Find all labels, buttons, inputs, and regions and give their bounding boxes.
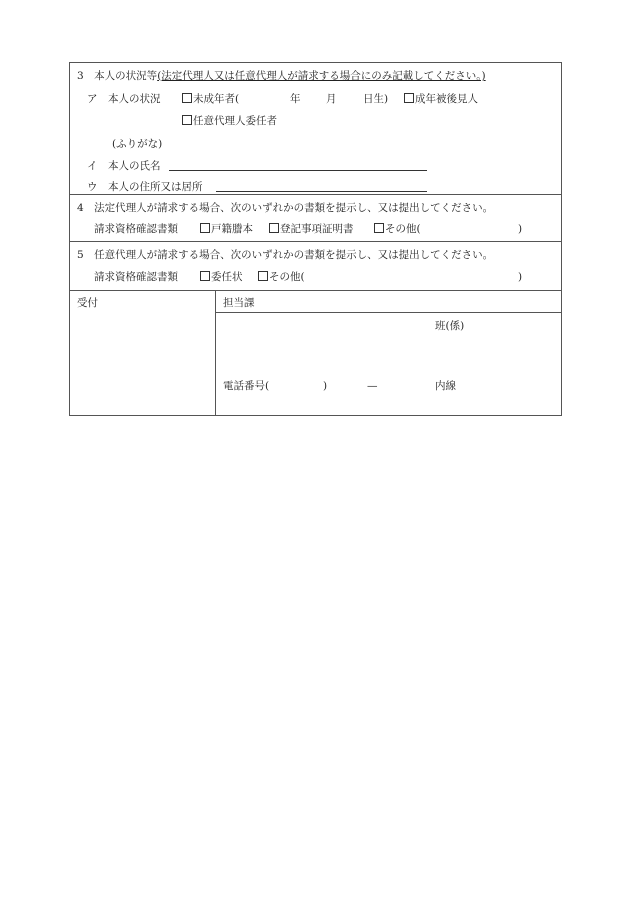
appointer-option[interactable] [182, 114, 277, 128]
section-3-person-status [69, 62, 562, 194]
section-4-docs-label: 請求資格確認書類 [94, 223, 178, 235]
extension-label: 内線 [435, 380, 456, 392]
phone-dash: — [367, 380, 378, 392]
section-4-other-label: その他( [385, 223, 421, 235]
office-use-area [69, 290, 562, 416]
family-register-checkbox[interactable] [200, 223, 210, 233]
section-4-text: 4 法定代理人が請求する場合、次のいずれかの書類を提示し、又は提出してください。 [77, 202, 494, 214]
section-5-other-close: ) [518, 271, 523, 283]
u-person-address-label: ウ 本人の住所又は居所 [87, 181, 203, 193]
section-3-heading-note: (法定代理人又は任意代理人が請求する場合にのみ記載してください。) [157, 70, 486, 82]
person-name-field[interactable] [169, 159, 427, 175]
year-label: 年 [290, 93, 301, 105]
phone-close: ) [323, 380, 328, 392]
reception-cell [70, 291, 216, 415]
section-4-other-option[interactable] [374, 222, 421, 236]
section-5-other-checkbox[interactable] [258, 271, 268, 281]
section-5-voluntary-agent [69, 241, 562, 290]
minor-checkbox[interactable] [182, 93, 192, 103]
section-4-legal-agent [69, 194, 562, 241]
appointer-label: 任意代理人委任者 [193, 115, 277, 127]
family-register-option[interactable] [200, 222, 253, 236]
request-form [69, 62, 562, 416]
team-label: 班(係) [435, 320, 465, 332]
furigana-label: (ふりがな) [112, 138, 163, 150]
adult-guardian-checkbox[interactable] [404, 93, 414, 103]
section-5-docs-label: 請求資格確認書類 [94, 271, 178, 283]
month-label: 月 [326, 93, 337, 105]
person-name-blank[interactable] [169, 159, 427, 171]
phone-label: 電話番号( [223, 380, 270, 392]
person-address-blank[interactable] [216, 180, 427, 192]
registry-cert-label: 登記事項証明書 [280, 223, 354, 235]
minor-option-label: 未成年者( [193, 93, 240, 105]
power-of-attorney-label: 委任状 [211, 271, 243, 283]
section-4-other-checkbox[interactable] [374, 223, 384, 233]
a-person-status-label: ア 本人の状況 [87, 93, 161, 105]
minor-option[interactable] [182, 92, 239, 106]
power-of-attorney-option[interactable] [200, 270, 243, 284]
section-in-charge-header [216, 291, 561, 313]
section-4-other-close: ) [518, 223, 523, 235]
section-3-heading [77, 69, 486, 83]
registry-cert-checkbox[interactable] [269, 223, 279, 233]
adult-guardian-label: 成年被後見人 [415, 93, 478, 105]
appointer-checkbox[interactable] [182, 115, 192, 125]
registry-cert-option[interactable] [269, 222, 354, 236]
i-person-name-label: イ 本人の氏名 [87, 160, 161, 172]
section-5-text: 5 任意代理人が請求する場合、次のいずれかの書類を提示し、又は提出してください。 [77, 249, 494, 261]
section-in-charge-label: 担当課 [223, 297, 255, 309]
reception-label: 受付 [77, 297, 98, 309]
section-3-heading-prefix: 3 本人の状況等 [77, 70, 158, 82]
birthday-label: 日生) [363, 93, 389, 105]
adult-guardian-option[interactable] [404, 92, 478, 106]
section-in-charge-cell [216, 291, 561, 415]
section-5-other-option[interactable] [258, 270, 305, 284]
section-5-other-label: その他( [269, 271, 305, 283]
power-of-attorney-checkbox[interactable] [200, 271, 210, 281]
family-register-label: 戸籍謄本 [211, 223, 253, 235]
